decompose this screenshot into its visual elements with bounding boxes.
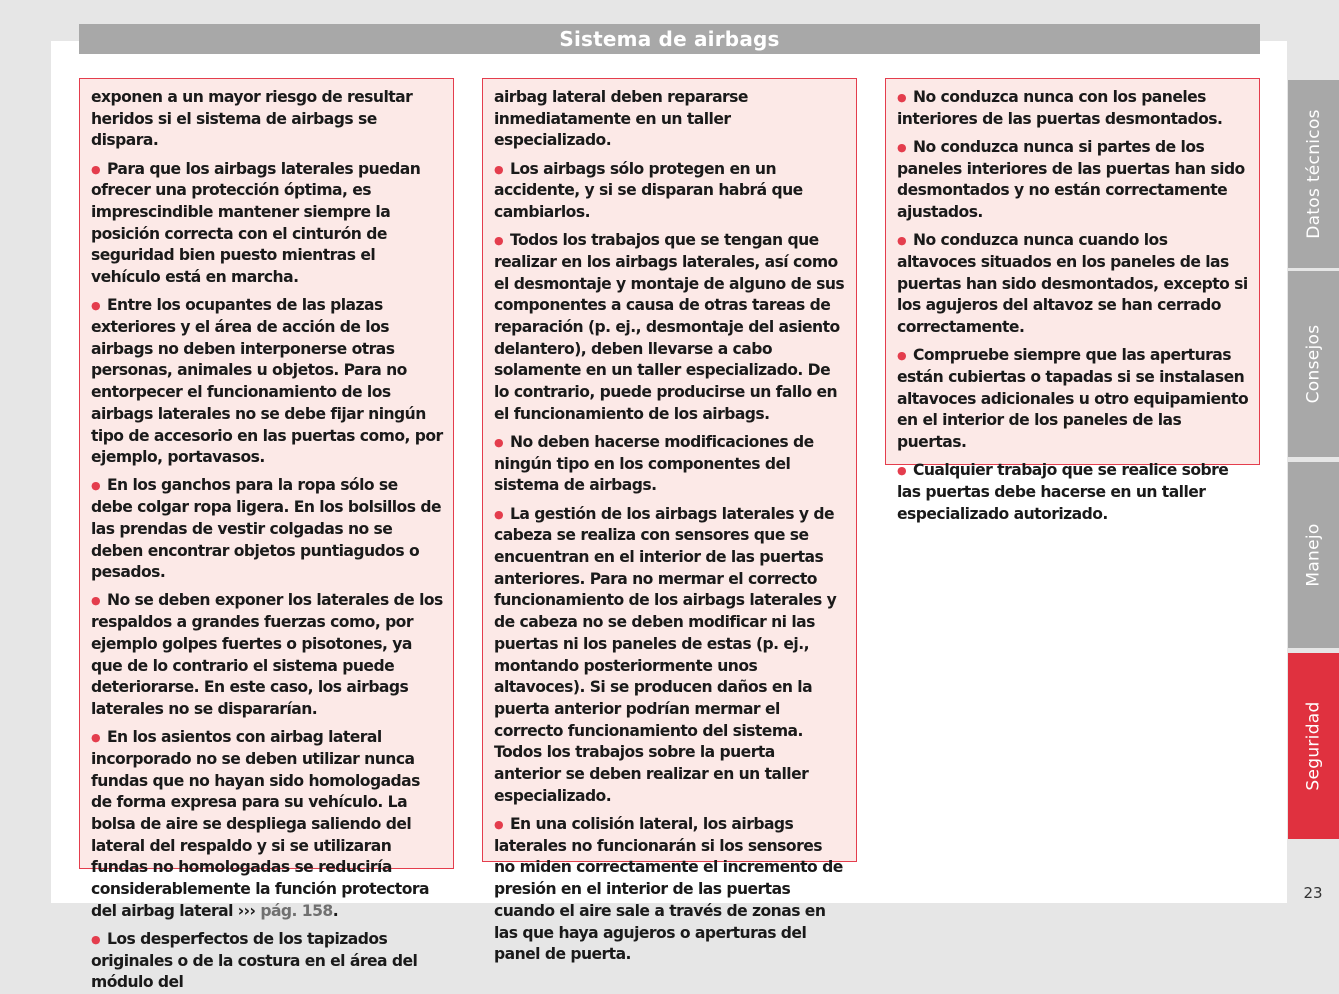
page-number: 23 <box>1303 884 1323 902</box>
bullet-icon: ● <box>91 479 101 493</box>
paragraph-text: Los desperfectos de los tapizados originales o de la costura en el área del módulo del <box>91 930 418 992</box>
warning-paragraph <box>897 345 1249 454</box>
warning-paragraph <box>494 432 846 497</box>
paragraph-text: Los airbags sólo protegen en un accidente, y si se disparan habrá que cambiarlos. <box>494 159 803 222</box>
bullet-icon: ● <box>897 234 907 248</box>
section-title: Sistema de airbags <box>559 27 780 51</box>
tab-label: Seguridad <box>1303 701 1324 791</box>
bullet-icon: ● <box>91 594 101 608</box>
bullet-icon: ● <box>897 464 907 478</box>
warning-paragraph <box>897 137 1249 224</box>
paragraph-text: No conduzca nunca con los paneles interiores de las puertas desmontados. <box>897 88 1223 128</box>
paragraph-text: Todos los trabajos que se tengan que realizar en los airbags laterales, así como el desmontaje y montaje de alguno de sus componentes a causa de otras tareas de reparación (p. ej., desmontaje del asiento delantero), deben llevarse a cabo solamente en un taller especializado. De lo contrario, puede producirse un fallo en el funcionamiento de los airbags. <box>494 231 845 423</box>
warning-paragraph <box>494 504 846 808</box>
paragraph-text: No se deben exponer los laterales de los respaldos a grandes fuerzas como, por ejemplo golpes fuertes o pisotones, ya que de lo contrario el sistema puede deteriorarse. En este caso, los airbags laterales no se dispararían. <box>91 591 443 718</box>
paragraph-text: No conduzca nunca cuando los altavoces situados en los paneles de las puertas han sido desmontados, excepto si los agujeros del altavoz se han cerrado correctamente. <box>897 231 1248 337</box>
bullet-icon: ● <box>494 436 504 450</box>
warning-paragraph <box>91 159 443 289</box>
bullet-icon: ● <box>91 933 101 947</box>
paragraph-text: En una colisión lateral, los airbags laterales no funcionarán si los sensores no miden correctamente el incremento de presión en el interior de las puertas cuando el aire sale a través de zonas en las que haya agujeros o aperturas del panel de puerta. <box>494 815 843 964</box>
paragraph-text: No conduzca nunca si partes de los paneles interiores de las puertas han sido desmontados y no están correctamente ajustados. <box>897 137 1245 222</box>
paragraph-text: Compruebe siempre que las aperturas están cubiertas o tapadas si se instalasen altavoces adicionales u otro equipamiento en el interior de los paneles de las puertas. <box>897 346 1249 452</box>
bullet-icon: ● <box>91 731 101 745</box>
warning-paragraph <box>494 814 846 966</box>
bullet-icon: ● <box>897 91 907 104</box>
page-reference-link[interactable]: pág. 158 <box>260 901 333 920</box>
tab-manejo[interactable] <box>1288 462 1339 648</box>
paragraph-text: En los ganchos para la ropa sólo se debe colgar ropa ligera. En los bolsillos de las prendas de vestir colgadas no se deben encontrar objetos puntiagudos o pesados. <box>91 476 441 582</box>
tab-datos-tecnicos[interactable] <box>1288 80 1339 268</box>
paragraph-text: exponen a un mayor riesgo de resultar heridos si el sistema de airbags se dispara. <box>91 88 413 150</box>
warning-box-col2 <box>482 78 857 964</box>
warning-box-col1 <box>79 78 454 992</box>
warning-paragraph <box>91 295 443 469</box>
paragraph-text: La gestión de los airbags laterales y de cabeza se realiza con sensores que se encuentran en el interior de las puertas anteriores. Para no mermar el correcto funcionamiento de los airbags laterales y de cabeza no se deben modificar ni las puertas ni los paneles de estas (p. ej., montando posteriormente unos altavoces). Si se producen daños en la puerta anterior podrían mermar el correcto funcionamiento del sistema. Todos los trabajos sobre la puerta anterior se deben realizar en un taller especializado. <box>494 504 837 805</box>
paragraph-text: No deben hacerse modificaciones de ningún tipo en los componentes del sistema de airbags. <box>494 433 814 495</box>
paragraph-text: Cualquier trabajo que se realice sobre las puertas debe hacerse en un taller especializado autorizado. <box>897 461 1229 523</box>
warning-paragraph <box>91 590 443 720</box>
paragraph-text: Para que los airbags laterales puedan ofrecer una protección óptima, es imprescindible mantener siempre la posición correcta con el cinturón de seguridad bien puesto mientras el vehículo está en marcha. <box>91 159 421 287</box>
reference-arrow-icon: ››› <box>237 901 256 920</box>
tab-consejos[interactable] <box>1288 271 1339 457</box>
warning-paragraph <box>494 87 846 152</box>
tab-label: Consejos <box>1303 324 1324 404</box>
warning-paragraph <box>91 87 443 152</box>
paragraph-text: Entre los ocupantes de las plazas exteriores y el área de acción de los airbags no deben interponerse otras personas, animales u objetos. Para no entorpecer el funcionamiento de los airbags laterales no se debe fijar ningún tipo de accesorio en las puertas como, por ejemplo, portavasos. <box>91 296 443 467</box>
section-header <box>79 24 1260 54</box>
bullet-icon: ● <box>494 234 504 248</box>
tab-seguridad[interactable] <box>1288 653 1339 839</box>
tab-label: Manejo <box>1303 523 1324 587</box>
reference-suffix: . <box>332 901 339 920</box>
warning-paragraph <box>897 87 1249 130</box>
bullet-icon: ● <box>897 349 907 363</box>
bullet-icon: ● <box>494 818 504 831</box>
bullet-icon: ● <box>494 162 504 176</box>
tab-label: Datos técnicos <box>1303 109 1324 239</box>
paragraph-text: airbag lateral deben repararse inmediatamente en un taller especializado. <box>494 88 748 150</box>
warning-paragraph <box>91 727 443 922</box>
warning-paragraph <box>91 475 443 584</box>
warning-paragraph <box>494 159 846 224</box>
bullet-icon: ● <box>91 299 101 313</box>
warning-box-col3 <box>885 78 1260 523</box>
bullet-icon: ● <box>91 162 101 176</box>
warning-paragraph <box>494 230 846 425</box>
warning-paragraph <box>897 230 1249 339</box>
bullet-icon: ● <box>897 140 907 154</box>
paragraph-text: En los asientos con airbag lateral incorporado no se deben utilizar nunca fundas que no hayan sido homologadas de forma expresa para su vehículo. La bolsa de aire se despliega saliendo del lateral del respaldo y si se utilizaran fundas no homologadas se reduciría considerablemente la función protectora del airbag lateral <box>91 728 429 920</box>
warning-paragraph <box>91 929 443 994</box>
bullet-icon: ● <box>494 507 504 521</box>
warning-paragraph <box>897 460 1249 525</box>
